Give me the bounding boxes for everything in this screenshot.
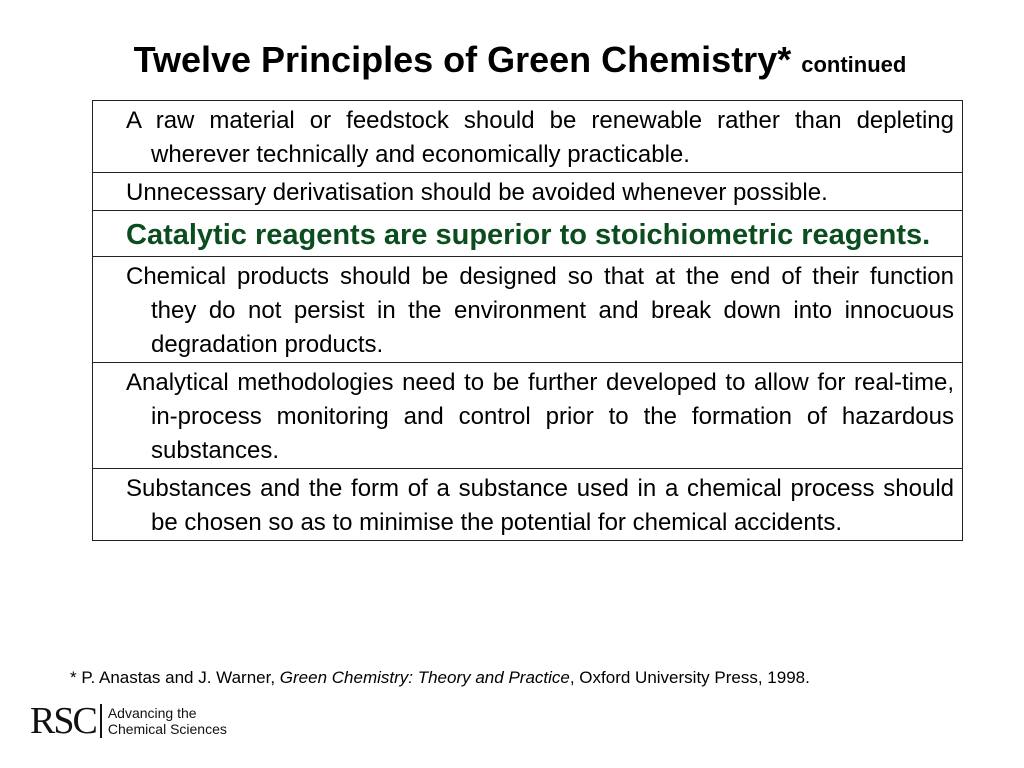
principles-table	[92, 100, 963, 541]
tagline-line-2: Chemical Sciences	[107, 721, 227, 737]
principle-row-highlighted	[93, 210, 962, 256]
principle-text: Substances and the form of a substance used in a chemical process should be chosen so as to minimise the potential for chemical accidents.	[126, 475, 954, 536]
citation-footnote	[70, 667, 810, 689]
rsc-logo-mark: RSC	[30, 700, 96, 742]
principle-row	[93, 468, 962, 540]
principle-text: Catalytic reagents are superior to stoichiometric reagents.	[126, 219, 931, 251]
principle-text: Analytical methodologies need to be further developed to allow for real-time, in-process monitoring and control prior to the formation of hazardous substances.	[126, 369, 954, 464]
principle-text: Chemical products should be designed so that at the end of their function they do not persist in the environment and break down into innocuous degradation products.	[126, 263, 954, 358]
principle-row	[93, 256, 962, 362]
principle-row	[93, 101, 962, 172]
rsc-logo	[30, 701, 227, 741]
principle-row	[93, 172, 962, 210]
logo-divider	[100, 704, 102, 738]
principle-text: Unnecessary derivatisation should be avoided whenever possible.	[126, 179, 828, 206]
footnote-authors: * P. Anastas and J. Warner,	[70, 668, 280, 687]
tagline-line-1: Advancing the	[107, 705, 197, 721]
principle-row	[93, 362, 962, 468]
slide-title	[0, 38, 1024, 87]
principle-text: A raw material or feedstock should be renewable rather than depleting wherever technically and economically practicable.	[126, 107, 954, 168]
footnote-book-title: Green Chemistry: Theory and Practice	[279, 668, 570, 687]
rsc-logo-tagline	[108, 705, 227, 737]
slide-title-main: Twelve Principles of Green Chemistry*	[133, 39, 792, 80]
footnote-publisher: , Oxford University Press, 1998.	[569, 668, 810, 687]
slide-title-suffix: continued	[801, 52, 907, 77]
